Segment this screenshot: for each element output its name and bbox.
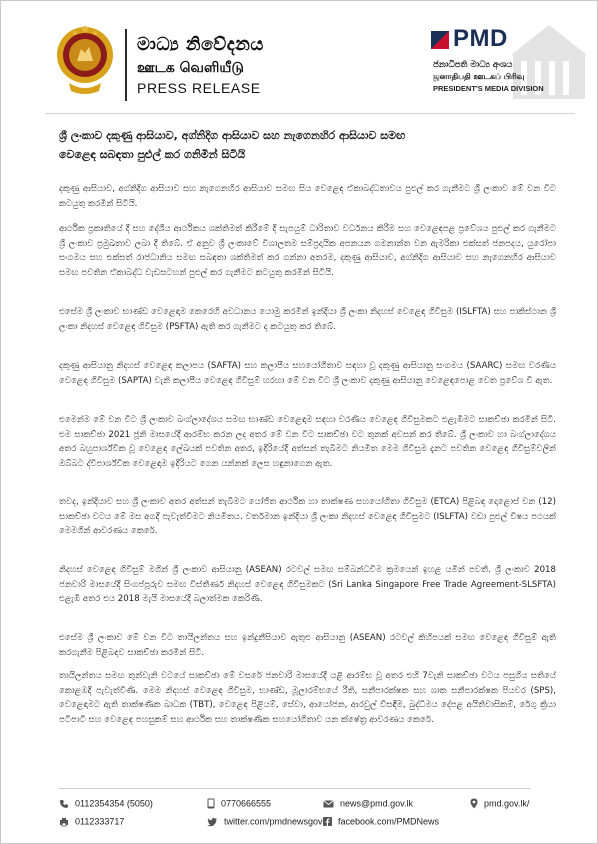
body-paragraph-6: තවද, ඉන්දියාව සහ ශ්‍රී ලංකාව අතර අත්සන් තැබීමට යෝජිත ආර්ථික හා තාක්ෂණ සහයෝගිතා ගිවිසුම (ETCA) පිළිබඳ දොළොස් වන (12) සාකච්ඡා වටය මේ මස අගදී පැවැත්වීමට නියමිතය. වර්තමාන ඉන්දියා ශ්‍රී ලංකා නිදහස් වෙළෙඳ ගිවිසුමට (ISLFTA) වඩා පුළුල් විෂය පථයක් මෙමගින් ආවරණය කෙරේ.: [59, 497, 556, 536]
body-paragraph-5: එමෙන්ම මේ වන විට ශ්‍රී ලංකාව බංග්ලාදේශය සමඟ භාණ්ඩ වෙළෙඳාම සඳහා වරණීය වෙළෙඳ ගිවිසුමකට එළැඹීමට සාකච්ඡා කරමින් සිටී. එම සාකච්ඡා 2021 ජූනි මාසයේදී ආරම්භ කරන ලද අතර මේ වන විට සාකච්ඡා වට තුනක් අවසන් කර තිබේ. ශ්‍රී ලංකාව හා බංග්ලාදේශය අතර බහුපාර්ශ්වික වූ වෙළෙඳ ලේඛයක් පවතින අතර, ඉදිරියේදී අත්සන් තැබීමට නියමිත මෙම ගිවිසුම දැනට පවතින වෙළෙඳ ගිවිසුම්වලින් ඔබ්බට ද්විපාර්ශ්වික වෙළෙඳාම ඉදිරියට ගෙන යන්නක් ලෙස හඳුනාගෙන ඇත.: [59, 415, 556, 469]
facebook-icon: [323, 817, 332, 826]
pmd-name-tamil: ஜனாதிபதி ஊடகப் பிரிவு: [433, 72, 525, 81]
headline-line-1: ශ්‍රී ලංකාව දකුණු ආසියාව, අග්නිදිග ආසියාව සහ නැගෙනහිර ආසියාව සමඟ: [59, 129, 406, 142]
headline: [59, 126, 549, 164]
fax-icon: [59, 817, 69, 827]
footer-facebook[interactable]: facebook.com/PMDNews: [323, 816, 439, 827]
footer-phone-2: 0112333717: [59, 816, 124, 827]
pmd-logo-icon: [431, 31, 449, 49]
pmd-logo-text: PMD: [453, 25, 508, 52]
body-paragraph-4: දකුණු ආසියානු නිදහස් වෙළෙඳ කලාපය (SAFTA) සහ කලාපීය සහයෝගිතාව සඳහා වූ දකුණු ආසියානු සංගමය (SAARC) සමඟ වරණීය වෙළෙඳ ගිවිසුම (SAPTA) වැනි කලාපීය වෙළෙඳ ගිවිසුම් හරහා මේ වන විට ශ්‍රී ලංකාව දකුණු ආසියානු වෙළෙඳපොළ වෙත ප්‍රවේශ වී ඇත.: [59, 361, 556, 386]
header-rule: [45, 113, 575, 114]
body-paragraph-2: ආර්ථික ප්‍රකෘතියේ දී සහ දේශීය ආර්ථිකය ශක්තිමත් කිරීමේ දී සැපයුම් ධාරිතාව වර්ධනය කිරීම සහ වෙළෙඳපළ ප්‍රවේශය පුළුල් කර ගැනීමට ශ්‍රී ලංකාව ප්‍රමුඛතාව ලබා දී තිබේ. ඒ අනුව ශ්‍රී ලංකාවේ විශාලතම සම්ප්‍රදායික අපනයන ගමනාන්ත වන ඇමරිකා එක්සත් ජනපදය, යුරෝපා සංගමය සහ එක්සත් රාජධානිය සමඟ සබඳතා ශක්තිමත් කර ගන්නා අතරම, දකුණු ආසියාව, අග්නිදිග ආසියාව සහ නැගෙනහිර ආසියාව සමඟ පවතින ඒකාබද්ධ වැඩසටහන් පුළුල් කර ගැනීමට කටයුතු කරමින් සිටියි.: [59, 224, 556, 278]
body-paragraph-1: දකුණු ආසියාව, අග්නිදිග ආසියාව සහ නැගෙනහිර ආසියාව සමඟ සිය වෙළෙඳ ඒකාබද්ධතාවය පුළුල් කර ගැනීමට ශ්‍රී ලංකාව මේ වන විට කටයුතු කරමින් සිටියි.: [59, 184, 556, 209]
phone-icon: [59, 799, 69, 809]
title-sinhala: මාධ්‍ය නිවේදනය: [137, 34, 264, 55]
body-paragraph-9: තායිලන්තය සමඟ තුන්වැනි වටයේ සාකච්ඡා මේ වසරේ ජනවාරි මාසයේදී යළි ආරම්භ වූ අතර එහි 7වැනි සාකච්ඡා වටය පසුගිය සතියේ කොළඹදී පැවැත්විණි. මෙම නිදහස් වෙළෙඳ ගිවිසුම, භාණ්ඩ, මූලාරම්භයේ රීති, සනීපාරක්ෂක සහ ශාක සනීපාරක්ෂක පියවර (SPS), වෙළෙඳාමට ඇති තාක්ෂණික බාධක (TBT), වෙළෙඳ පිළියම්, සේවා, ආයෝජන, ආරවුල් විසඳීම, බුද්ධිමය දේපළ අයිතිවාසිකම්, රේගු ක්‍රියා පටිපාටි සහ වෙළෙඳ පහසුකම් සහ ආර්ථික සහ තාක්ෂණික සහයෝගිතාව යන ක්ෂේත්‍ර ආවරණය කෙරේ.: [59, 671, 556, 725]
body-paragraph-8: එසේම ශ්‍රී ලංකාව මේ වන විට තායිලන්තය සහ ඉන්දුනීසියාව ඇතුළු ආසියානු (ASEAN) රටවල් කිහිපයක් සමඟ වෙළෙඳ ගිවිසුම් ඇති කරගැනීම පිළිබඳව සාකච්ඡා කරමින් සිටී.: [59, 633, 556, 658]
footer-rule: [59, 788, 531, 789]
pmd-name-english: PRESIDENT'S MEDIA DIVISION: [433, 84, 544, 93]
footer-phone-1: 0112354354 (5050): [59, 798, 153, 809]
body-paragraph-3: එසේම ශ්‍රී ලංකාව භාණ්ඩ වෙළෙඳාම කෙරෙහි අවධානය යොමු කරමින් ඉන්දියා ශ්‍රී ලංකා නිදහස් වෙළෙඳ ගිවිසුම (ISLFTA) සහ පාකිස්ථාන ශ්‍රී ලංකා නිදහස් වෙළෙඳ ගිවිසුම (PSFTA) ඇති කර ගැනීමට ද කටයුතු කර තිබේ.: [59, 307, 556, 332]
mobile-phone-icon: [207, 798, 215, 809]
headline-line-2: වෙළෙඳ සබඳතා පුළුල් කර ගනිමින් සිටියි: [59, 148, 246, 161]
footer-email[interactable]: news@pmd.gov.lk: [323, 798, 413, 809]
footer-mobile: 0770666555: [207, 798, 271, 809]
twitter-icon: [207, 817, 218, 827]
location-pin-icon: [470, 798, 478, 809]
sri-lanka-emblem-icon: [55, 21, 115, 97]
footer-twitter[interactable]: twitter.com/pmdnewsgov: [207, 816, 323, 827]
email-icon: [323, 800, 334, 808]
header-divider: [125, 29, 127, 101]
footer-website[interactable]: pmd.gov.lk/: [470, 798, 529, 809]
pmd-name-sinhala: ජනාධිපති මාධ්‍ය අංශය: [433, 60, 513, 70]
body-paragraph-7: නිදහස් වෙළෙඳ ගිවිසුම් මගින් ශ්‍රී ලංකාව ආසියානු (ASEAN) රටවල් සමඟ සම්බන්ධවීම ක්‍රමයෙන් ඉහළ යමින් පවතී. ශ්‍රී ලංකාව 2018 ජනවාරි මාසයේදී සිංගප්පූරුව සමඟ විස්තීර්ණ නිදහස් වෙළෙඳ ගිවිසුමකට (Sri Lanka Singapore Free Trade Agreement-SLSFTA) එළැඹි අතර එය 2018 මැයි මාසයේදී බලාත්මක කෙරිණි.: [59, 565, 556, 604]
title-tamil: ஊடக வெளியீடு: [137, 60, 244, 76]
title-english: PRESS RELEASE: [137, 80, 261, 96]
